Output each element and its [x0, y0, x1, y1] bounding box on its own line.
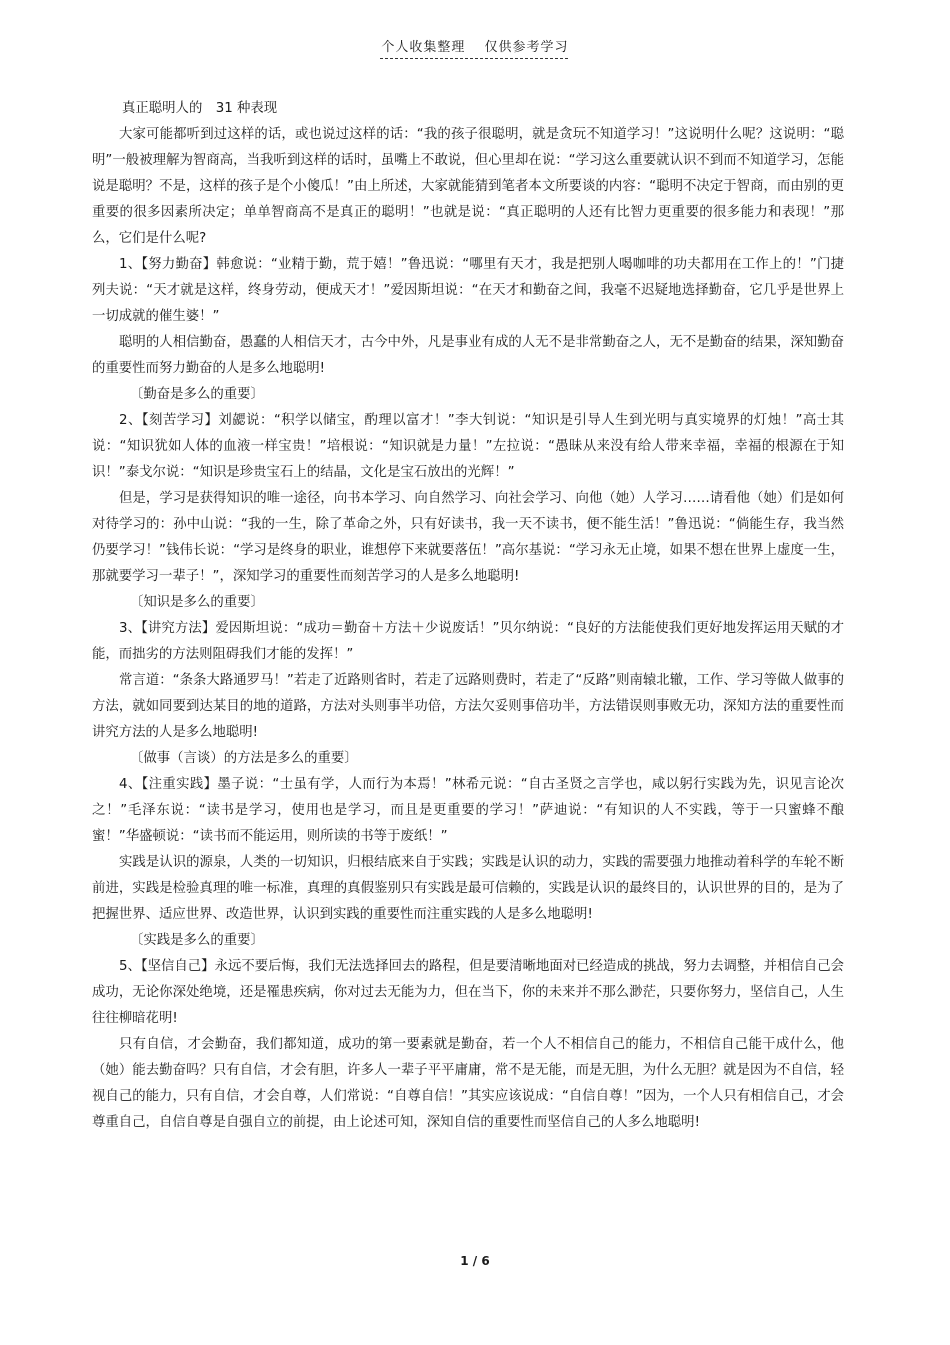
- article-title: 真正聪明人的 31 种表现: [122, 101, 278, 116]
- note-diligence: 〔勤奋是多么的重要〕: [130, 387, 264, 402]
- paragraph-study-summary: 但是，学习是获得知识的唯一途径，向书本学习、向自然学习、向社会学习、向他（她）人学习……请看他（她）们是如何对待学习的：孙中山说：“我的一生，除了革命之外，只有好读书，我一天不读书，便不能生活！”鲁迅说：“倘能生存，我当然仍要学习！”钱伟长说：“学习是终身的职业，谁想停下来就要落伍！”高尔基说：“学习永无止境，如果不想在世界上虚度一生，那就要学习一辈子！”，深知学习的重要性而刻苦学习的人是多么地聪明!: [92, 491, 844, 584]
- document-body: [92, 96, 844, 1136]
- paragraph-practice-summary: 实践是认识的源泉，人类的一切知识，归根结底来自于实践；实践是认识的动力，实践的需要强力地推动着科学的车轮不断前进，实践是检验真理的唯一标准，真理的真假鉴别只有实践是最可信赖的，实践是认识的最终目的，认识世界的目的，是为了把握世界、适应世界、改造世界，认识到实践的重要性而注重实践的人是多么地聪明!: [92, 855, 844, 922]
- paragraph-intro: 大家可能都听到过这样的话，或也说过这样的话：“我的孩子很聪明，就是贪玩不知道学习！”这说明什么呢？这说明：“聪明”一般被理解为智商高，当我听到这样的话时，虽嘴上不敢说，但心里却在说：“学习这么重要就认识不到而不知道学习，怎能说是聪明？不是，这样的孩子是个小傻瓜！”由上所述，大家就能猜到笔者本文所要谈的内容：“聪明不决定于智商，而由别的更重要的很多因素所决定；单单智商高不是真正的聪明！”也就是说：“真正聪明的人还有比智力更重要的很多能力和表现！”那么，它们是什么呢?: [92, 127, 844, 246]
- paragraph-confidence-summary: 只有自信，才会勤奋，我们都知道，成功的第一要素就是勤奋，若一个人不相信自己的能力，不相信自己能干成什么，他（她）能去勤奋吗？只有自信，才会有胆，许多人一辈子平平庸庸，常不是无能，而是无胆，为什么无胆？就是因为不自信，轻视自己的能力，只有自信，才会自尊，人们常说：“自尊自信！”其实应该说成：“自信自尊！”因为，一个人只有相信自己，才会尊重自己，自信自尊是自强自立的前提，由上论述可知，深知自信的重要性而坚信自己的人多么地聪明!: [92, 1037, 844, 1130]
- paragraph-study-quotes: 2、【刻苦学习】刘勰说：“积学以储宝，酌理以富才！”李大钊说：“知识是引导人生到光明与真实境界的灯烛！”高士其说：“知识犹如人体的血液一样宝贵！”培根说：“知识就是力量！”左拉说：“愚昧从来没有给人带来幸福，幸福的根源在于知识！”泰戈尔说：“知识是珍贵宝石上的结晶，文化是宝石放出的光辉！”: [92, 413, 844, 480]
- note-knowledge: 〔知识是多么的重要〕: [130, 595, 264, 610]
- paragraph-diligence-quotes: 1、【努力勤奋】韩愈说：“业精于勤，荒于嬉！”鲁迅说：“哪里有天才，我是把别人喝咖啡的功夫都用在工作上的！”门捷列夫说：“天才就是这样，终身劳动，便成天才！”爱因斯坦说：“在天才和勤奋之间，我毫不迟疑地选择勤奋，它几乎是世界上一切成就的催生婆！”: [92, 257, 844, 324]
- page-number: 1 / 6: [460, 1254, 490, 1268]
- paragraph-confidence-intro: 5、【坚信自己】永远不要后悔，我们无法选择回去的路程，但是要清晰地面对已经造成的挑战，努力去调整，并相信自己会成功，无论你深处绝境，还是罹患疾病，你对过去无能为力，但在当下，你的未来并不那么渺茫，只要你努力，坚信自己，人生往往柳暗花明!: [92, 959, 844, 1026]
- note-method: 〔做事（言谈）的方法是多么的重要〕: [130, 751, 358, 766]
- paragraph-method-summary: 常言道：“条条大路通罗马！”若走了近路则省时，若走了远路则费时，若走了“反路”则南辕北辙，工作、学习等做人做事的方法，就如同要到达某目的地的道路，方法对头则事半功倍，方法欠妥则事倍功半，方法错误则事败无功，深知方法的重要性而讲究方法的人是多么地聪明!: [92, 673, 844, 740]
- paragraph-diligence-summary: 聪明的人相信勤奋，愚蠢的人相信天才，古今中外，凡是事业有成的人无不是非常勤奋之人，无不是勤奋的结果，深知勤奋的重要性而努力勤奋的人是多么地聪明!: [92, 335, 844, 376]
- page-header: 个人收集整理 仅供参考学习: [381, 40, 569, 55]
- paragraph-method-quotes: 3、【讲究方法】爱因斯坦说：“成功＝勤奋＋方法＋少说废话！”贝尔纳说：“良好的方法能使我们更好地发挥运用天赋的才能，而拙劣的方法则阻碍我们才能的发挥！”: [92, 621, 844, 662]
- header-divider: [380, 58, 568, 59]
- note-practice: 〔实践是多么的重要〕: [130, 933, 264, 948]
- paragraph-practice-quotes: 4、【注重实践】墨子说：“士虽有学，人而行为本焉！”林希元说：“自古圣贤之言学也，咸以躬行实践为先，识见言论次之！”毛泽东说：“读书是学习，使用也是学习，而且是更重要的学习！”萨迪说：“有知识的人不实践，等于一只蜜蜂不酿蜜！”华盛顿说：“读书而不能运用，则所读的书等于废纸！”: [92, 777, 844, 844]
